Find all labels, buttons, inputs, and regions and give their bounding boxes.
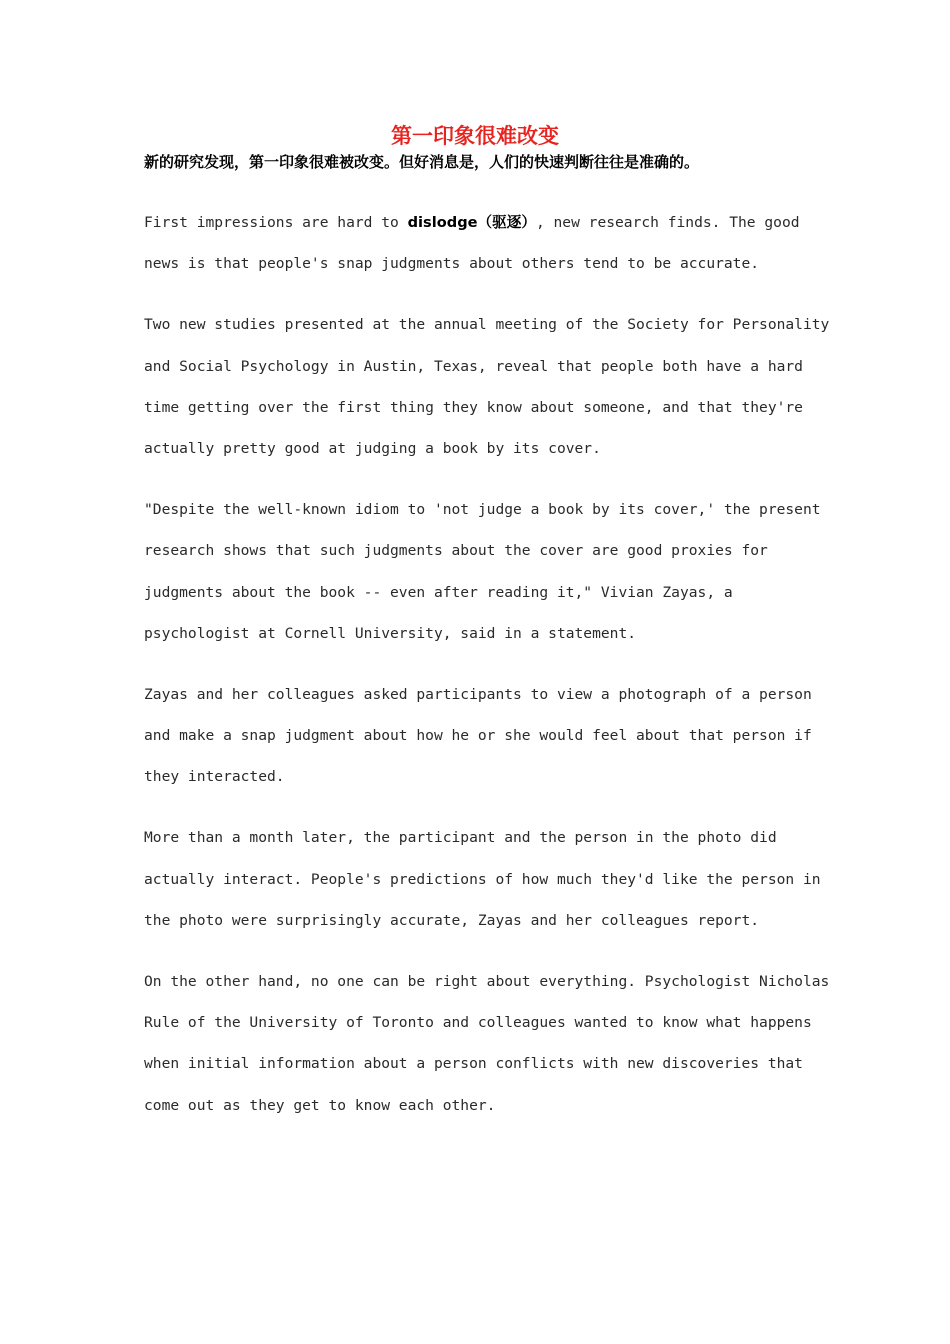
paragraph-line: psychologist at Cornell University, said in a statement. <box>144 624 637 642</box>
paragraph-1 <box>144 202 844 284</box>
vocabulary-word: dislodge（驱逐） <box>407 214 536 231</box>
paragraph-line: "Despite the well-known idiom to 'not judge a book by its cover,' the present <box>144 501 821 519</box>
line-segment: , new research finds. The good <box>535 214 800 231</box>
page-title: 第一印象很难改变 <box>391 123 559 148</box>
paragraph-line: Zayas and her colleagues asked participants to view a photograph of a person <box>144 685 812 703</box>
paragraph-5 <box>144 817 844 941</box>
paragraph-line: Rule of the University of Toronto and colleagues wanted to know what happens <box>144 1014 812 1032</box>
paragraph-6 <box>144 961 844 1126</box>
paragraph-line: research shows that such judgments about the cover are good proxies for <box>144 542 768 560</box>
line-segment: First impressions are hard to <box>144 214 408 231</box>
paragraph-line: come out as they get to know each other. <box>144 1096 496 1114</box>
paragraph-line: actually pretty good at judging a book by its cover. <box>144 439 601 457</box>
paragraph-line: they interacted. <box>144 768 285 786</box>
paragraph-line: More than a month later, the participant and the person in the photo did <box>144 829 777 847</box>
paragraph-line: the photo were surprisingly accurate, Zayas and her colleagues report. <box>144 911 760 929</box>
paragraph-line: judgments about the book -- even after reading it," Vivian Zayas, a <box>144 583 733 601</box>
page-subtitle: 新的研究发现，第一印象很难被改变。但好消息是，人们的快速判断往往是准确的。 <box>144 153 700 171</box>
paragraph-line: time getting over the first thing they know about someone, and that they're <box>144 398 803 416</box>
paragraph-line: news is that people's snap judgments about others tend to be accurate. <box>144 255 760 273</box>
paragraph-2 <box>144 304 844 469</box>
article-body <box>144 202 844 1146</box>
paragraph-line: and Social Psychology in Austin, Texas, reveal that people both have a hard <box>144 357 803 375</box>
paragraph-line: Two new studies presented at the annual meeting of the Society for Personality <box>144 316 830 334</box>
paragraph-line: On the other hand, no one can be right about everything. Psychologist Nicholas <box>144 973 830 990</box>
paragraph-line: actually interact. People's predictions of how much they'd like the person in <box>144 870 821 888</box>
paragraph-line: and make a snap judgment about how he or she would feel about that person if <box>144 727 812 745</box>
paragraph-line: when initial information about a person conflicts with new discoveries that <box>144 1055 803 1073</box>
paragraph-line <box>144 202 844 243</box>
paragraph-4 <box>144 674 844 798</box>
paragraph-3 <box>144 489 844 654</box>
